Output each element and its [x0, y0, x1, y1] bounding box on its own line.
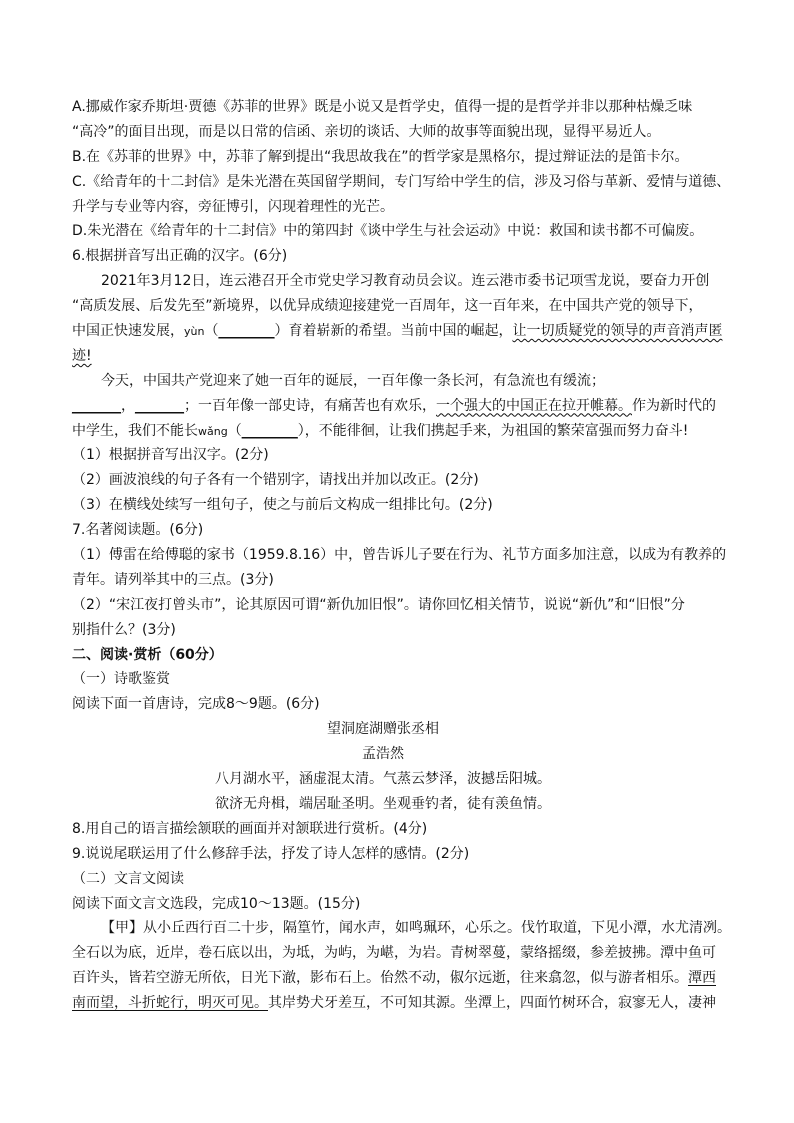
text-line — [72, 593, 724, 618]
text-line — [72, 493, 724, 518]
answer-blank: _______ — [135, 397, 184, 414]
text-line — [72, 568, 724, 593]
text-line — [72, 817, 724, 842]
text-segment: 望洞庭湖赠张丞相 — [327, 721, 439, 738]
answer-blank: ________ — [218, 323, 275, 340]
text-line — [72, 892, 724, 917]
text-line — [72, 145, 724, 170]
answer-blank: _______ — [72, 397, 121, 414]
text-line — [72, 618, 724, 643]
text-line — [72, 468, 724, 493]
text-segment: 青年。请列举其中的三点。(3分) — [72, 571, 274, 588]
text-line — [72, 867, 724, 892]
text-segment: 8.用自己的语言描绘颔联的画面并对颔联进行赏析。(4分) — [72, 820, 428, 837]
exam-document — [72, 95, 731, 1016]
text-line — [72, 692, 724, 717]
text-segment: 阅读下面一首唐诗，完成8～9题。(6分) — [72, 696, 320, 713]
text-segment: “高冷”的面目出现，而是以日常的信函、亲切的谈话、大师的故事等面貌出现，显得平易近人。 — [72, 123, 661, 140]
text-segment: 7.名著阅读题。(6分) — [72, 522, 204, 539]
text-segment: D.朱光潜在《给青年的十二封信》中的第四封《谈中学生与社会运动》中说：救国和读书都不可偏废。 — [72, 223, 704, 240]
text-segment: 阅读下面文言文选段，完成10～13题。(15分) — [72, 895, 361, 912]
text-segment: （1）傅雷在给傅聪的家书（1959.8.16）中，曾告诉儿子要在行为、礼节方面多加注意，以成为有教养的 — [72, 547, 727, 564]
text-segment: 作为新时代的 — [632, 397, 716, 414]
text-segment: （ — [204, 323, 219, 340]
text-segment: 2021年3月12日，连云港召开全市党史学习教育动员会议。连云港市委书记项雪龙说，要奋力开创 — [101, 273, 710, 290]
text-line — [72, 244, 724, 269]
text-segment: （2）“宋江夜打曾头市”，论其原因可谓“新仇加旧恨”。请你回忆相关情节，说说“新仇”和“旧恨”分 — [72, 596, 685, 613]
text-segment: 中学生，我们不能长 — [72, 422, 198, 439]
text-line — [72, 792, 724, 817]
text-segment: 9.说说尾联运用了什么修辞手法，抒发了诗人怎样的感情。(2分) — [72, 845, 470, 862]
text-line — [72, 170, 731, 195]
text-line — [72, 966, 724, 991]
text-line — [72, 369, 724, 394]
marked-text: 让一切质疑党的领导的声音消声匿 — [512, 323, 723, 340]
text-segment: （2）画波浪线的句子各有一个错别字，请找出并加以改正。(2分) — [72, 472, 479, 489]
marked-text: 潭西 — [688, 970, 716, 987]
pinyin-text: wǎng — [198, 424, 228, 438]
text-segment: “高质发展、后发先至”新境界，以优异成绩迎接建党一百周年，这一百年来，在中国共产党的领导下， — [72, 298, 703, 315]
text-segment: 中国正快速发展， — [72, 323, 184, 340]
text-line — [72, 419, 724, 444]
pinyin-text: yùn — [184, 325, 205, 339]
text-segment: （3）在横线处续写一组句子，使之与前后文构成一组排比句。(2分) — [72, 497, 493, 514]
text-segment: B.在《苏菲的世界》中，苏菲了解到提出“我思故我在”的哲学家是黑格尔，提过辩证法的是笛卡尔。 — [72, 148, 689, 165]
text-segment: 【甲】从小丘西行百二十步，隔篁竹，闻水声，如鸣珮环，心乐之。伐竹取道，下见小潭，水尤清冽。 — [101, 920, 731, 937]
text-line — [72, 518, 724, 543]
text-segment: 百许头，皆若空游无所依，日光下澈，影布石上。佁然不动，俶尔远逝，往来翕忽，似与游者相乐。 — [72, 970, 688, 987]
text-segment: 别指什么？(3分) — [72, 621, 176, 638]
text-segment: （二）文言文阅读 — [72, 870, 184, 887]
text-segment: ）育着崭新的希望。当前中国的崛起， — [274, 323, 513, 340]
text-line — [72, 717, 724, 742]
marked-text: 南而望，斗折蛇行，明灭可见。 — [72, 995, 268, 1012]
text-segment: 其岸势犬牙差互，不可知其源。坐潭上，四面竹树环合，寂寥无人，凄神 — [268, 995, 716, 1012]
text-line — [72, 269, 724, 294]
text-segment: 欲济无舟楫，端居耻圣明。坐观垂钓者，徒有羡鱼情。 — [215, 795, 551, 812]
text-line — [72, 916, 731, 941]
text-line — [72, 443, 724, 468]
text-segment: 全石以为底，近岸，卷石底以出，为坻，为屿，为嵁，为岩。青树翠蔓，蒙络摇缀，参差披拂。潭中鱼可 — [72, 945, 716, 962]
text-line — [72, 991, 724, 1016]
text-segment: ， — [121, 397, 135, 414]
text-segment: （一）诗歌鉴赏 — [72, 671, 170, 688]
text-segment: 今天，中国共产党迎来了她一百年的诞辰，一百年像一条长河，有急流也有缓流； — [101, 372, 605, 389]
text-segment: 6.根据拼音写出正确的汉字。(6分) — [72, 248, 288, 265]
text-line — [72, 742, 724, 767]
marked-text: 一个强大的中国正在拉开帷幕。 — [436, 397, 632, 414]
text-line — [72, 95, 724, 120]
text-line — [72, 842, 724, 867]
text-line — [72, 120, 724, 145]
text-line — [72, 643, 724, 668]
text-line — [72, 941, 724, 966]
text-segment: （1）根据拼音写出汉字。(2分) — [72, 447, 269, 464]
text-segment: C.《给青年的十二封信》是朱光潜在英国留学期间，专门写给中学生的信，涉及习俗与革新、爱情与道德、 — [72, 173, 731, 190]
text-segment: 八月湖水平，涵虚混太清。气蒸云梦泽，波撼岳阳城。 — [215, 771, 551, 788]
text-line — [72, 394, 724, 419]
text-line — [72, 219, 724, 244]
text-segment: 孟浩然 — [362, 746, 404, 763]
text-line — [72, 319, 724, 344]
text-line — [72, 667, 724, 692]
text-line — [72, 543, 727, 568]
text-line — [72, 767, 724, 792]
text-segment: 升学与专业等内容，旁征博引，闪现着理性的光芒。 — [72, 198, 394, 215]
text-line — [72, 195, 724, 220]
text-segment: A.挪威作家乔斯坦·贾德《苏菲的世界》既是小说又是哲学史，值得一提的是哲学并非以那种枯燥乏味 — [72, 99, 693, 115]
text-line — [72, 344, 724, 369]
text-segment: （ — [227, 422, 242, 439]
text-segment: ；一百年像一部史诗，有痛苦也有欢乐， — [184, 397, 436, 414]
text-segment: ），不能徘徊，让我们携起手来，为祖国的繁荣富强而努力奋斗! — [297, 422, 689, 439]
answer-blank: ________ — [241, 422, 298, 439]
text-line — [72, 294, 724, 319]
marked-text: 迹! — [72, 347, 92, 364]
text-segment: 二、阅读·赏析（60分） — [72, 646, 223, 663]
